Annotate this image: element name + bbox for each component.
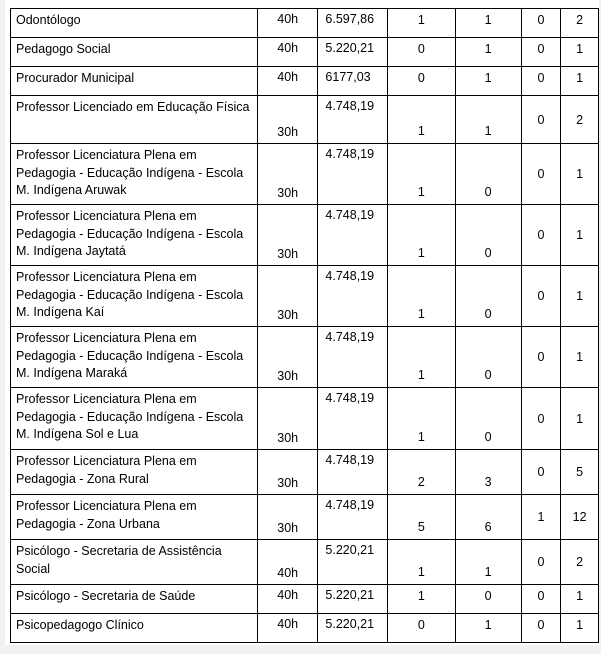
workload: 30h: [257, 327, 317, 388]
count-col2: 1: [455, 67, 521, 96]
position-name: Professor Licenciatura Plena em Pedagogia - Educação Indígena - Escola M. Indígena Sol e Lua: [11, 388, 258, 450]
position-name: Professor Licenciatura Plena em Pedagogia - Educação Indígena - Escola M. Indígena Jaytatá: [11, 205, 258, 266]
count-col1: 1: [388, 144, 455, 205]
count-col2: 1: [455, 38, 521, 67]
table-row: [11, 327, 599, 388]
count-col3: 0: [521, 266, 561, 327]
salary: 6177,03: [318, 67, 388, 96]
position-name: Odontólogo: [11, 9, 258, 38]
salary: 4.748,19: [318, 388, 388, 450]
count-col1: 1: [388, 388, 455, 450]
workload: 30h: [257, 450, 317, 495]
workload: 30h: [257, 388, 317, 450]
salary: 4.748,19: [318, 495, 388, 540]
count-col3: 0: [521, 67, 561, 96]
salary: 4.748,19: [318, 327, 388, 388]
table-row: [11, 144, 599, 205]
table-row: [11, 614, 599, 643]
count-col3: 0: [521, 205, 561, 266]
count-col1: 0: [388, 67, 455, 96]
count-col3: 0: [521, 9, 561, 38]
table-row: [11, 540, 599, 585]
count-col1: 1: [388, 9, 455, 38]
count-col1: 1: [388, 96, 455, 144]
count-total: 1: [561, 585, 599, 614]
count-total: 2: [561, 9, 599, 38]
count-total: 1: [561, 205, 599, 266]
count-col2: 0: [455, 144, 521, 205]
table-row: [11, 205, 599, 266]
salary: 4.748,19: [318, 205, 388, 266]
count-total: 2: [561, 540, 599, 585]
count-col3: 0: [521, 450, 561, 495]
salary: 4.748,19: [318, 144, 388, 205]
table-row: [11, 495, 599, 540]
workload: 30h: [257, 96, 317, 144]
table-row: [11, 9, 599, 38]
workload: 40h: [257, 38, 317, 67]
table-row: [11, 388, 599, 450]
position-name: Psicopedagogo Clínico: [11, 614, 258, 643]
count-total: 1: [561, 266, 599, 327]
count-total: 1: [561, 388, 599, 450]
count-col1: 1: [388, 205, 455, 266]
position-name: Psicólogo - Secretaria de Saúde: [11, 585, 258, 614]
count-total: 5: [561, 450, 599, 495]
positions-table: [10, 8, 599, 643]
count-col2: 0: [455, 388, 521, 450]
salary: 4.748,19: [318, 450, 388, 495]
count-col2: 1: [455, 614, 521, 643]
position-name: Professor Licenciatura Plena em Pedagogia - Zona Rural: [11, 450, 258, 495]
position-name: Professor Licenciado em Educação Física: [11, 96, 258, 144]
count-col3: 0: [521, 388, 561, 450]
table-row: [11, 266, 599, 327]
count-total: 1: [561, 144, 599, 205]
workload: 30h: [257, 144, 317, 205]
count-total: 1: [561, 614, 599, 643]
workload: 40h: [257, 67, 317, 96]
count-col1: 0: [388, 614, 455, 643]
count-col3: 1: [521, 495, 561, 540]
count-total: 1: [561, 38, 599, 67]
table-row: [11, 67, 599, 96]
count-col1: 0: [388, 38, 455, 67]
workload: 30h: [257, 205, 317, 266]
salary: 5.220,21: [318, 614, 388, 643]
count-col1: 1: [388, 585, 455, 614]
count-col3: 0: [521, 585, 561, 614]
table-row: [11, 450, 599, 495]
salary: 5.220,21: [318, 38, 388, 67]
count-col3: 0: [521, 144, 561, 205]
position-name: Procurador Municipal: [11, 67, 258, 96]
count-total: 12: [561, 495, 599, 540]
table-row: [11, 96, 599, 144]
salary: 6.597,86: [318, 9, 388, 38]
count-col1: 1: [388, 266, 455, 327]
workload: 30h: [257, 266, 317, 327]
count-col3: 0: [521, 38, 561, 67]
workload: 40h: [257, 614, 317, 643]
document-page: [5, 0, 599, 645]
count-col2: 0: [455, 585, 521, 614]
salary: 4.748,19: [318, 96, 388, 144]
count-col3: 0: [521, 327, 561, 388]
count-total: 1: [561, 327, 599, 388]
count-col2: 6: [455, 495, 521, 540]
count-col1: 1: [388, 327, 455, 388]
position-name: Professor Licenciatura Plena em Pedagogia - Educação Indígena - Escola M. Indígena Aruwak: [11, 144, 258, 205]
count-col3: 0: [521, 96, 561, 144]
count-col2: 1: [455, 96, 521, 144]
count-total: 1: [561, 67, 599, 96]
position-name: Professor Licenciatura Plena em Pedagogia - Zona Urbana: [11, 495, 258, 540]
count-col2: 0: [455, 205, 521, 266]
salary: 4.748,19: [318, 266, 388, 327]
count-col2: 0: [455, 327, 521, 388]
count-col2: 1: [455, 540, 521, 585]
position-name: Professor Licenciatura Plena em Pedagogia - Educação Indígena - Escola M. Indígena Kaí: [11, 266, 258, 327]
position-name: Pedagogo Social: [11, 38, 258, 67]
position-name: Professor Licenciatura Plena em Pedagogia - Educação Indígena - Escola M. Indígena Maraká: [11, 327, 258, 388]
count-col2: 3: [455, 450, 521, 495]
count-col3: 0: [521, 614, 561, 643]
workload: 40h: [257, 585, 317, 614]
count-col3: 0: [521, 540, 561, 585]
count-col2: 1: [455, 9, 521, 38]
count-col1: 5: [388, 495, 455, 540]
salary: 5.220,21: [318, 585, 388, 614]
workload: 40h: [257, 540, 317, 585]
count-col1: 1: [388, 540, 455, 585]
workload: 40h: [257, 9, 317, 38]
table-row: [11, 38, 599, 67]
workload: 30h: [257, 495, 317, 540]
table-row: [11, 585, 599, 614]
salary: 5.220,21: [318, 540, 388, 585]
count-col1: 2: [388, 450, 455, 495]
count-col2: 0: [455, 266, 521, 327]
position-name: Psicólogo - Secretaria de Assistência Social: [11, 540, 258, 585]
count-total: 2: [561, 96, 599, 144]
